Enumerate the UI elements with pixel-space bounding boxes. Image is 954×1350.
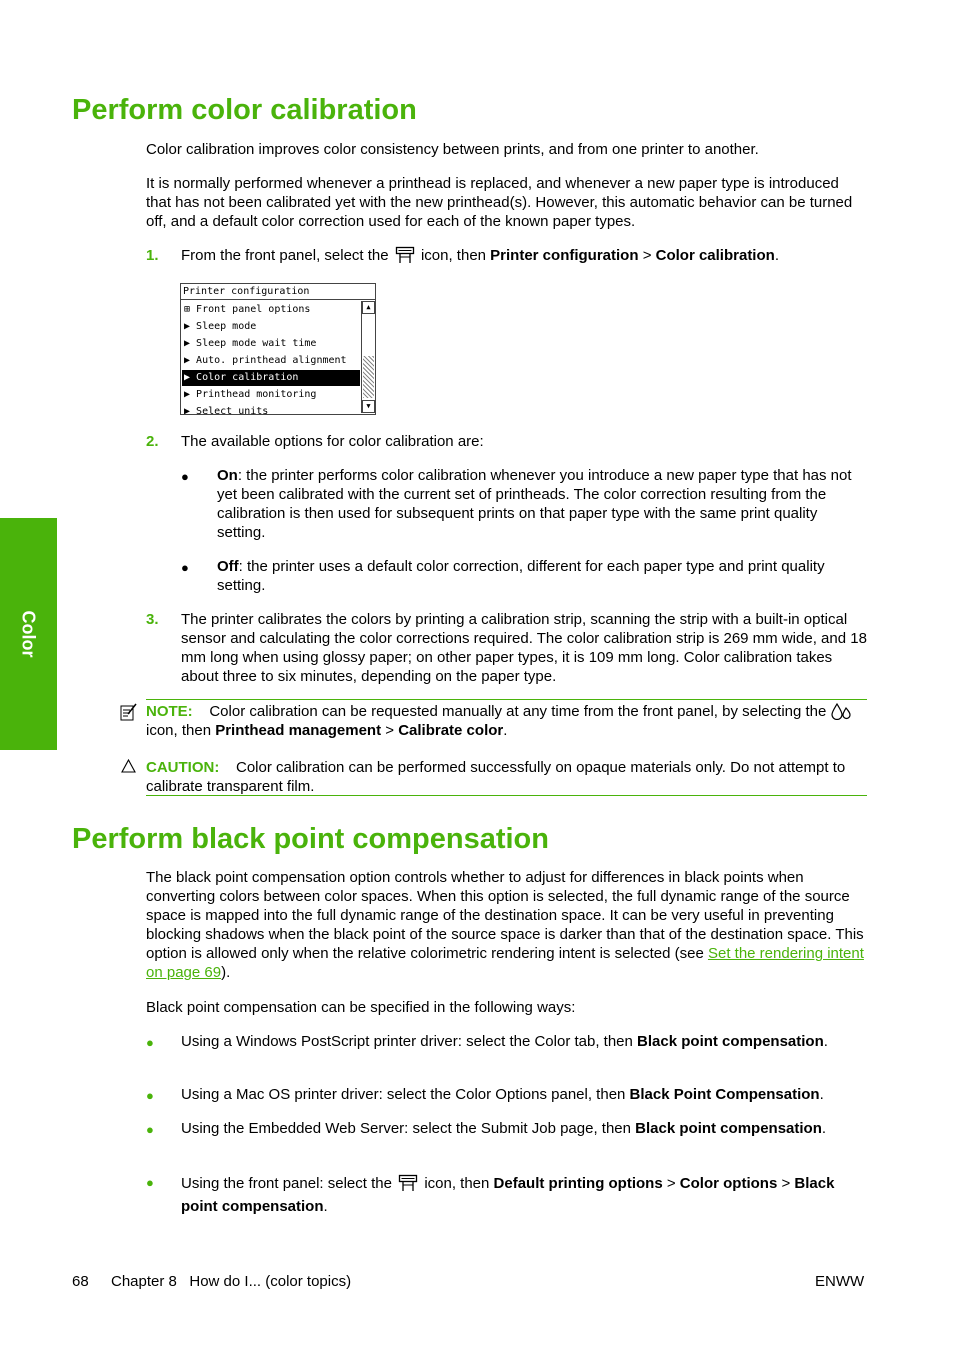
chapter-title: Chapter 8 How do I... (color topics): [111, 1273, 352, 1290]
note: NOTE: Color calibration can be requested manually at any time from the front panel, by selecting the icon, then Printhead management > Calibrate color.: [146, 702, 868, 740]
scroll-down-icon: ▼: [362, 400, 375, 413]
menu-row: ▶ Sleep mode: [184, 321, 257, 332]
section-title-color-calibration: Perform color calibration: [72, 94, 417, 126]
bullet-icon: ●: [181, 560, 189, 575]
menu-row: ▶ Printhead monitoring: [184, 389, 317, 400]
side-tab: [0, 518, 57, 750]
front-panel-menu: [180, 283, 376, 415]
caution-rule: [146, 795, 867, 796]
footer-enww: ENWW: [815, 1273, 865, 1290]
paragraph: It is normally performed whenever a printhead is replaced, and whenever a new paper type is introduced that has not been calibrated yet with the new printhead(s). However, this automatic behavior can be turned off, and a default color correction used for each of the known paper types.: [146, 175, 853, 230]
bullet-icon: ●: [146, 1088, 154, 1103]
rendering-intent-link[interactable]: Set the rendering intent on page 69: [146, 945, 864, 981]
option-on: On: the printer performs color calibration whenever you introduce a new paper type that has not yet been calibrated with the current set of printheads. The color correction resulting from the calibration is then used for subsequent prints on that paper type with the same print quality setting.: [217, 467, 852, 541]
step-number: 1.: [146, 247, 159, 264]
scroll-up-icon: ▲: [362, 301, 375, 314]
intro-paragraph: Color calibration improves color consistency between prints, and from one printer to another.: [146, 141, 759, 158]
scroll-thumb: [363, 356, 374, 398]
bullet-icon: ●: [146, 1175, 154, 1190]
scrollbar: [361, 301, 375, 413]
step-3: The printer calibrates the colors by printing a calibration strip, scanning the strip with a built-in optical sensor and calculating the color corrections required. The color calibration strip is 269 mm wide, and 18 mm long when using glossy paper; on other paper types, it is 109 mm long. Color calibration takes about three to six minutes, depending on the paper type.: [181, 611, 867, 685]
side-tab-label: Color: [18, 610, 39, 658]
paragraph: The black point compensation option controls whether to adjust for differences in black points when converting colors between color spaces. When this option is selected, the full dynamic range of the source space is mapped into the full dynamic range of the destination space. It can be very useful in preventing blocking shadows when the black point of the source space is darker than that of the destination space. This option is allowed only when the relative colorimetric rendering intent is selected (see Set the rendering intent on page 69).: [146, 869, 864, 981]
list-item: Using a Mac OS printer driver: select the Color Options panel, then Black Point Compensation.: [181, 1086, 824, 1103]
section-title-black-point: Perform black point compensation: [72, 823, 549, 855]
menu-row: ▶ Auto. printhead alignment: [184, 355, 347, 366]
caution: CAUTION: Color calibration can be performed successfully on opaque materials only. Do not attempt to calibrate transparent film.: [146, 759, 846, 795]
bullet-icon: ●: [146, 1122, 154, 1137]
menu-row: ⊞ Front panel options: [184, 304, 311, 315]
step-1: From the front panel, select the icon, then Printer configuration > Color calibration.: [181, 247, 779, 264]
bullet-icon: ●: [181, 469, 189, 484]
step-2: The available options for color calibration are:: [181, 433, 484, 450]
page-number: 68: [72, 1273, 89, 1290]
menu-row-selected: ▶ Color calibration: [182, 370, 360, 386]
list-item: Using the front panel: select the icon, then Default printing options > Color options > Black point compensation.: [181, 1175, 835, 1215]
step-number: 2.: [146, 433, 159, 450]
option-off: Off: the printer uses a default color correction, different for each paper type and print quality setting.: [217, 558, 825, 594]
menu-row: ▶ Select units: [184, 406, 269, 415]
list-item: Using the Embedded Web Server: select the Submit Job page, then Black point compensation.: [181, 1120, 827, 1137]
note-icon: [120, 703, 138, 721]
paragraph: Black point compensation can be specified in the following ways:: [146, 999, 576, 1016]
bullet-icon: ●: [146, 1035, 154, 1050]
ink-drops-icon: [831, 702, 853, 720]
note-rule: [146, 699, 867, 700]
caution-icon: [121, 759, 136, 773]
list-item: Using a Windows PostScript printer driver: select the Color tab, then Black point compensation.: [181, 1033, 828, 1050]
front-panel-title: Printer configuration: [181, 284, 375, 300]
step-number: 3.: [146, 611, 159, 628]
menu-row: ▶ Sleep mode wait time: [184, 338, 317, 349]
printer-icon: [395, 246, 415, 264]
printer-icon: [398, 1174, 418, 1192]
